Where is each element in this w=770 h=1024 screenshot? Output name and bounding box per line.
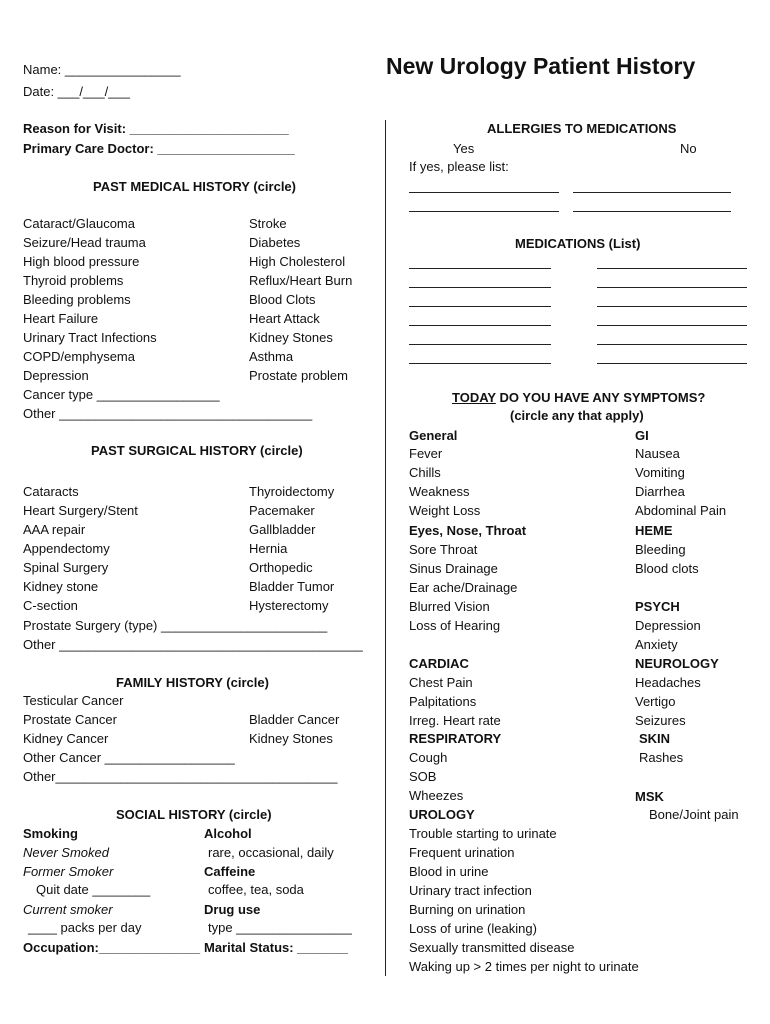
medication-line[interactable] — [409, 325, 551, 326]
general-label: General — [409, 428, 458, 443]
family-item[interactable]: Kidney Cancer — [23, 731, 109, 746]
symptoms-heading-today: TODAY — [452, 390, 496, 405]
medication-line[interactable] — [597, 306, 747, 307]
past-medical-item[interactable]: Depression — [23, 368, 89, 383]
past-surgical-item[interactable]: C-section — [23, 598, 78, 613]
primary-care-doctor-field[interactable]: Primary Care Doctor: ___________________ — [23, 141, 295, 156]
allergy-no-option[interactable]: No — [680, 141, 697, 156]
family-history-heading: FAMILY HISTORY (circle) — [116, 675, 269, 690]
alcohol-options[interactable]: rare, occasional, daily — [208, 845, 334, 860]
past-medical-heading: PAST MEDICAL HISTORY (circle) — [93, 179, 296, 194]
former-smoker-option[interactable]: Former Smoker — [23, 864, 114, 879]
family-item[interactable]: Bladder Cancer — [249, 712, 340, 727]
symptom-item[interactable]: Palpitations — [409, 694, 477, 709]
symptom-item[interactable]: SOB — [409, 769, 437, 784]
allergy-line[interactable] — [409, 211, 559, 212]
symptom-item[interactable]: Sinus Drainage — [409, 561, 498, 576]
past-medical-item[interactable]: Reflux/Heart Burn — [249, 273, 353, 288]
symptom-item[interactable]: Headaches — [635, 675, 701, 690]
respiratory-label: RESPIRATORY — [409, 731, 502, 746]
past-surgical-item[interactable]: Cataracts — [23, 484, 79, 499]
symptoms-heading — [452, 390, 705, 406]
past-surgical-item[interactable]: Gallbladder — [249, 522, 316, 537]
past-medical-item[interactable]: Asthma — [249, 349, 294, 364]
past-surgical-item[interactable]: Orthopedic — [249, 560, 313, 575]
past-surgical-item[interactable]: Appendectomy — [23, 541, 110, 556]
alcohol-label: Alcohol — [204, 826, 252, 841]
symptom-item[interactable]: Loss of Hearing — [409, 618, 501, 633]
symptom-item[interactable]: Vomiting — [635, 465, 685, 480]
past-medical-item[interactable]: Stroke — [249, 216, 287, 231]
symptom-item[interactable]: Trouble starting to urinate — [409, 826, 557, 841]
symptom-item[interactable]: Blood clots — [635, 561, 699, 576]
allergy-line[interactable] — [573, 192, 731, 193]
past-surgical-item[interactable]: Hernia — [249, 541, 288, 556]
allergy-line[interactable] — [409, 192, 559, 193]
medication-line[interactable] — [597, 268, 747, 269]
symptom-item[interactable]: Blurred Vision — [409, 599, 490, 614]
other-cancer-field[interactable]: Other Cancer __________________ — [23, 750, 235, 765]
past-medical-item[interactable]: Blood Clots — [249, 292, 316, 307]
past-medical-item[interactable]: Diabetes — [249, 235, 301, 250]
medication-line[interactable] — [597, 325, 747, 326]
past-medical-item[interactable]: Heart Failure — [23, 311, 99, 326]
past-medical-item[interactable]: Prostate problem — [249, 368, 348, 383]
past-medical-other-field[interactable]: Other ___________________________________ — [23, 406, 313, 421]
symptom-item[interactable]: Waking up > 2 times per night to urinate — [409, 959, 639, 974]
symptom-item[interactable]: Seizures — [635, 713, 686, 728]
urology-label: UROLOGY — [409, 807, 475, 822]
page-title: New Urology Patient History — [386, 53, 696, 79]
past-medical-item[interactable]: Bleeding problems — [23, 292, 131, 307]
past-medical-item[interactable]: Kidney Stones — [249, 330, 333, 345]
allergy-line[interactable] — [573, 211, 731, 212]
past-surgical-item[interactable]: Pacemaker — [249, 503, 315, 518]
smoking-label: Smoking — [23, 826, 78, 841]
past-medical-item[interactable]: Thyroid problems — [23, 273, 124, 288]
symptom-item[interactable]: Burning on urination — [409, 902, 526, 917]
past-medical-item[interactable]: High blood pressure — [23, 254, 140, 269]
symptom-item[interactable]: Loss of urine (leaking) — [409, 921, 537, 936]
cancer-type-field[interactable]: Cancer type _________________ — [23, 387, 220, 402]
symptom-item[interactable]: Bone/Joint pain — [649, 807, 739, 822]
symptom-item[interactable]: Cough — [409, 750, 448, 765]
past-medical-item[interactable]: Seizure/Head trauma — [23, 235, 146, 250]
symptom-item[interactable]: Vertigo — [635, 694, 676, 709]
symptoms-heading-rest: DO YOU HAVE ANY SYMPTOMS? — [495, 390, 706, 405]
reason-for-visit-field[interactable]: Reason for Visit: ______________________ — [23, 121, 289, 136]
medication-line[interactable] — [409, 287, 551, 288]
symptom-item[interactable]: Ear ache/Drainage — [409, 580, 518, 595]
family-other-field[interactable]: Other_______________________________________ — [23, 769, 338, 784]
symptom-item[interactable]: Nausea — [635, 446, 680, 461]
past-surgical-item[interactable]: Kidney stone — [23, 579, 99, 594]
skin-label: SKIN — [639, 731, 671, 746]
cardiac-label: CARDIAC — [409, 656, 469, 671]
symptom-item[interactable]: Urinary tract infection — [409, 883, 532, 898]
marital-status-field[interactable]: Marital Status: _______ — [204, 940, 348, 955]
family-item[interactable]: Kidney Stones — [249, 731, 333, 746]
caffeine-label: Caffeine — [204, 864, 256, 879]
social-history-heading: SOCIAL HISTORY (circle) — [116, 807, 272, 822]
past-surgical-item[interactable]: Spinal Surgery — [23, 560, 109, 575]
symptom-item[interactable]: Chills — [409, 465, 441, 480]
neurology-label: NEUROLOGY — [635, 656, 719, 671]
occupation-field[interactable]: Occupation:______________ — [23, 940, 201, 955]
allergy-yes-option[interactable]: Yes — [453, 141, 475, 156]
symptom-item[interactable]: Anxiety — [635, 637, 678, 652]
family-item[interactable]: Testicular Cancer — [23, 693, 124, 708]
allergies-heading: ALLERGIES TO MEDICATIONS — [487, 121, 677, 136]
symptom-item[interactable]: Depression — [635, 618, 701, 633]
never-smoked-option[interactable]: Never Smoked — [23, 845, 109, 860]
symptom-item[interactable]: Weakness — [409, 484, 470, 499]
medication-line[interactable] — [597, 287, 747, 288]
symptom-item[interactable]: Sexually transmitted disease — [409, 940, 575, 955]
symptom-item[interactable]: Chest Pain — [409, 675, 473, 690]
drug-use-label: Drug use — [204, 902, 261, 917]
gi-label: GI — [635, 428, 649, 443]
symptoms-subheading: (circle any that apply) — [510, 408, 644, 423]
date-field[interactable]: Date: ___/___/___ — [23, 84, 130, 99]
past-surgical-item[interactable]: Thyroidectomy — [249, 484, 335, 499]
symptom-item[interactable]: Bleeding — [635, 542, 686, 557]
medications-heading: MEDICATIONS (List) — [515, 236, 641, 251]
medication-line[interactable] — [409, 363, 551, 364]
packs-per-day-field[interactable]: ____ packs per day — [28, 920, 142, 935]
medication-line[interactable] — [409, 344, 551, 345]
symptom-item[interactable]: Sore Throat — [409, 542, 478, 557]
symptom-item[interactable]: Blood in urine — [409, 864, 489, 879]
psych-label: PSYCH — [635, 599, 680, 614]
symptom-item[interactable]: Rashes — [639, 750, 684, 765]
medication-line[interactable] — [409, 306, 551, 307]
column-divider — [385, 120, 386, 976]
msk-label: MSK — [635, 789, 664, 804]
past-surgical-item[interactable]: Heart Surgery/Stent — [23, 503, 138, 518]
ent-label: Eyes, Nose, Throat — [409, 523, 527, 538]
name-field[interactable]: Name: ________________ — [23, 62, 181, 77]
current-smoker-option[interactable]: Current smoker — [23, 902, 113, 917]
drug-type-field[interactable]: type ________________ — [208, 920, 352, 935]
past-medical-item[interactable]: Urinary Tract Infections — [23, 330, 157, 345]
past-surgical-item[interactable]: AAA repair — [23, 522, 86, 537]
past-medical-item[interactable]: COPD/emphysema — [23, 349, 135, 364]
symptom-item[interactable]: Abdominal Pain — [635, 503, 727, 518]
past-medical-item[interactable]: Heart Attack — [249, 311, 320, 326]
past-surgical-heading: PAST SURGICAL HISTORY (circle) — [91, 443, 303, 458]
past-surgical-other-field[interactable]: Other __________________________________________ — [23, 637, 363, 652]
symptom-item[interactable]: Fever — [409, 446, 443, 461]
symptom-item[interactable]: Irreg. Heart rate — [409, 713, 501, 728]
allergy-list-label: If yes, please list: — [409, 159, 509, 174]
medication-line[interactable] — [597, 344, 747, 345]
past-medical-item[interactable]: High Cholesterol — [249, 254, 346, 269]
past-medical-item[interactable]: Cataract/Glaucoma — [23, 216, 135, 231]
past-surgical-item[interactable]: Hysterectomy — [249, 598, 329, 613]
heme-label: HEME — [635, 523, 673, 538]
symptom-item[interactable]: Frequent urination — [409, 845, 515, 860]
symptom-item[interactable]: Diarrhea — [635, 484, 685, 499]
family-item[interactable]: Prostate Cancer — [23, 712, 117, 727]
symptom-item[interactable]: Weight Loss — [409, 503, 481, 518]
past-surgical-item[interactable]: Bladder Tumor — [249, 579, 335, 594]
medication-line[interactable] — [597, 363, 747, 364]
symptom-item[interactable]: Wheezes — [409, 788, 464, 803]
caffeine-options[interactable]: coffee, tea, soda — [208, 882, 304, 897]
medication-line[interactable] — [409, 268, 551, 269]
prostate-surgery-field[interactable]: Prostate Surgery (type) _______________________ — [23, 618, 328, 633]
quit-date-field[interactable]: Quit date ________ — [36, 882, 151, 897]
